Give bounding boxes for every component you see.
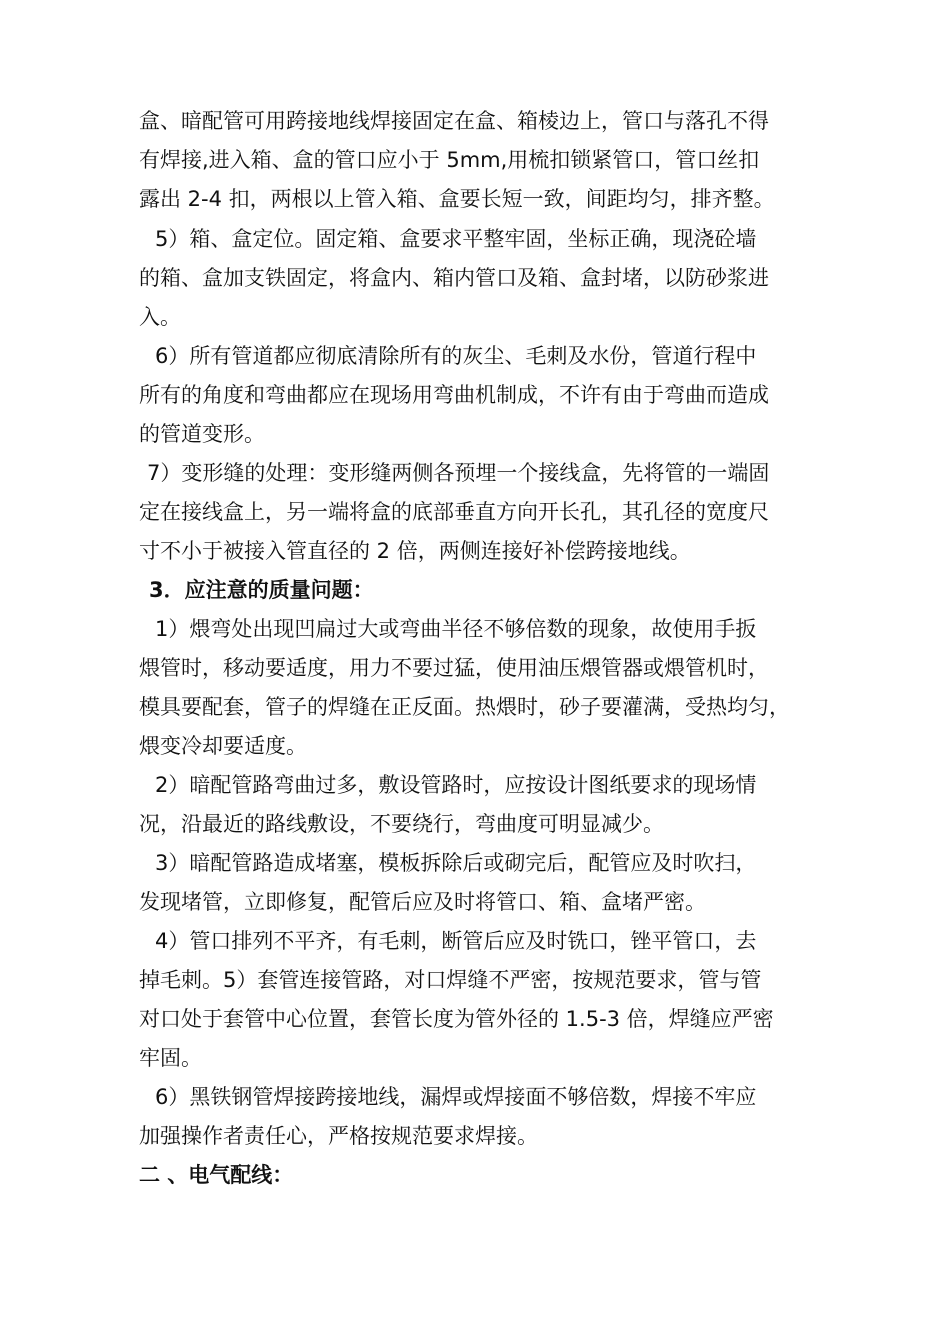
text-line-27: 加强操作者责任心，严格按规范要求焊接。: [139, 1124, 538, 1148]
text-line-2: 有焊接,进入箱、盒的管口应小于 5mm,用梳扣锁紧管口，管口丝扣: [139, 148, 760, 172]
text-line-20: 3）暗配管路造成堵塞，模板拆除后或砌完后，配管应及时吹扫，: [155, 851, 757, 875]
text-line-14: 1）煨弯处出现凹扁过大或弯曲半径不够倍数的现象，故使用手扳: [155, 617, 757, 641]
text-line-23: 掉毛刺。5）套管连接管路，对口焊缝不严密，按规范要求，管与管: [139, 968, 762, 992]
section-heading-quality-issues: 3．应注意的质量问题：: [149, 578, 374, 602]
text-line-10: 7）变形缝的处理：变形缝两侧各预埋一个接线盒，先将管的一端固: [147, 461, 770, 485]
text-line-12: 寸不小于被接入管直径的 2 倍，两侧连接好补偿跨接地线。: [139, 539, 691, 563]
text-line-3: 露出 2-4 扣，两根以上管入箱、盒要长短一致，间距均匀，排齐整。: [139, 187, 775, 211]
text-line-6: 入。: [139, 305, 181, 329]
text-line-1: 盒、暗配管可用跨接地线焊接固定在盒、箱棱边上，管口与落孔不得: [139, 109, 769, 133]
text-line-18: 2）暗配管路弯曲过多，敷设管路时，应按设计图纸要求的现场情: [155, 773, 757, 797]
text-line-9: 的管道变形。: [139, 422, 265, 446]
section-heading-electrical-wiring: 二 、电气配线：: [139, 1163, 294, 1187]
text-line-5: 的箱、盒加支铁固定，将盒内、箱内管口及箱、盒封堵，以防砂浆进: [139, 266, 769, 290]
text-line-26: 6）黑铁钢管焊接跨接地线，漏焊或焊接面不够倍数，焊接不牢应: [155, 1085, 757, 1109]
text-line-25: 牢固。: [139, 1046, 202, 1070]
text-line-11: 定在接线盒上，另一端将盒的底部垂直方向开长孔，其孔径的宽度尺: [139, 500, 769, 524]
text-line-19: 况，沿最近的路线敷设，不要绕行，弯曲度可明显减少。: [139, 812, 664, 836]
text-line-21: 发现堵管，立即修复，配管后应及时将管口、箱、盒堵严密。: [139, 890, 706, 914]
text-line-22: 4）管口排列不平齐，有毛刺，断管后应及时铣口，锉平管口，去: [155, 929, 757, 953]
text-line-7: 6）所有管道都应彻底清除所有的灰尘、毛刺及水份，管道行程中: [155, 344, 757, 368]
text-line-15: 煨管时，移动要适度，用力不要过猛，使用油压煨管器或煨管机时，: [139, 656, 769, 680]
text-line-24: 对口处于套管中心位置，套管长度为管外径的 1.5-3 倍，焊缝应严密: [139, 1007, 774, 1031]
text-line-17: 煨变冷却要适度。: [139, 734, 307, 758]
text-line-16: 模具要配套，管子的焊缝在正反面。热煨时，砂子要灌满，受热均匀，: [139, 695, 790, 719]
text-line-8: 所有的角度和弯曲都应在现场用弯曲机制成，不许有由于弯曲而造成: [139, 383, 769, 407]
text-line-4: 5）箱、盒定位。固定箱、盒要求平整牢固，坐标正确，现浇砼墙: [155, 227, 757, 251]
